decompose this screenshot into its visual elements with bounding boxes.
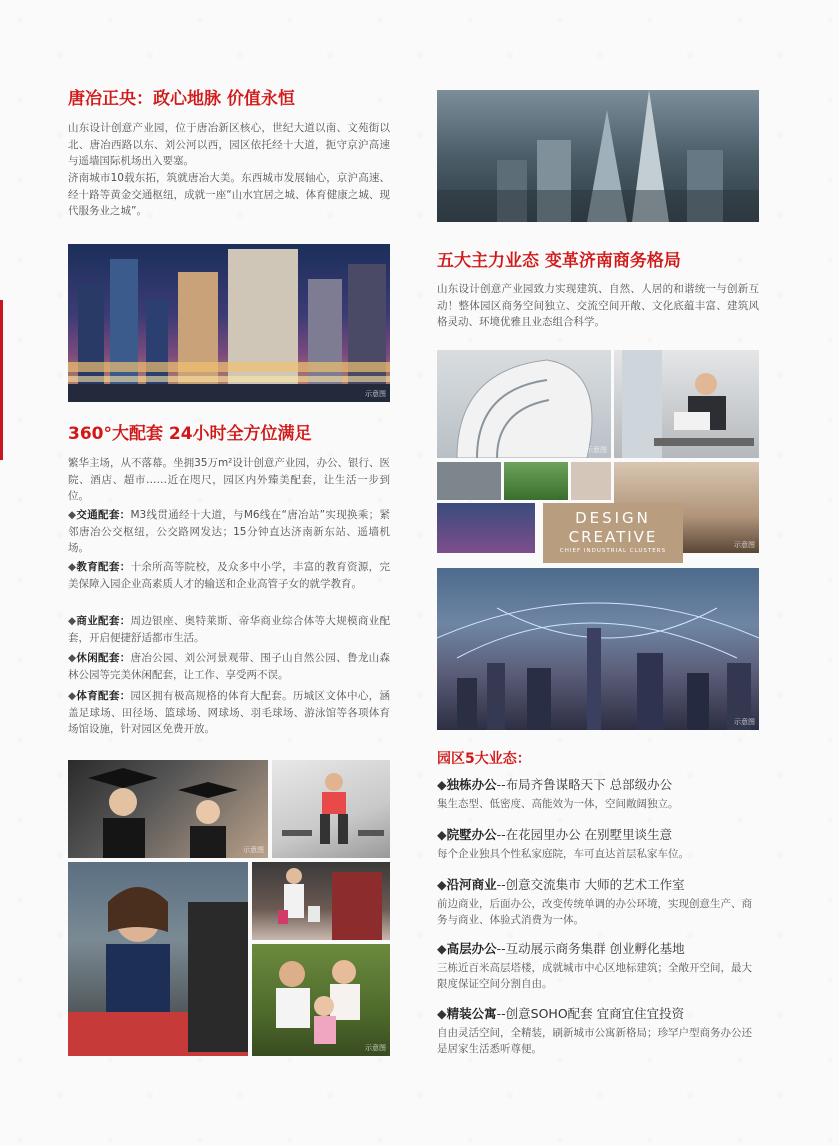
section-title-amenities: 360°大配套 24小时全方位满足 xyxy=(68,424,312,444)
photo-tag: 示意图 xyxy=(734,718,755,726)
amenity-item: ◆交通配套：M3线贯通经十大道，与M6线在“唐冶站”实现换乘；紧邻唐冶公交枢纽，公交路网发达；15分钟直达济南新东站、遥墙机场。 xyxy=(68,509,390,554)
family-photo xyxy=(252,944,390,1056)
design-creative-logo xyxy=(543,503,683,563)
aerial-city-illustration xyxy=(437,90,759,222)
amenity-item: ◆体育配套：园区拥有极高规格的体育大配套。历城区文体中心，涵盖足球场、田径场、篮球场、网球场、羽毛球场、游泳馆等各项体育场馆设施，针对园区免费开放。 xyxy=(68,690,391,735)
park-item-title: ◆高层办公--互动展示商务集群 创业孵化基地 xyxy=(437,941,685,956)
logo-line-3: CHIEF INDUSTRIAL CLUSTERS xyxy=(559,548,667,554)
amenity-text: 园区拥有极高规格的体育大配套。历城区文体中心，涵盖足球场、田径场、篮球场、网球场、羽毛球场、游泳馆等各项体育场馆设施，针对园区免费开放。 xyxy=(68,690,391,735)
gym-illustration xyxy=(272,760,390,858)
photo-tag: 示意图 xyxy=(365,1044,386,1052)
shopping-photo xyxy=(252,862,390,940)
park-item xyxy=(437,1005,762,1057)
park-item xyxy=(437,876,762,928)
amenity-text: 周边银座、奥特莱斯、帝华商业综合体等大规模商业配套，开启便捷舒适都市生活。 xyxy=(68,615,391,644)
park-item-desc: 每个企业独具个性私家庭院，车可直达首层私家车位。 xyxy=(437,848,689,860)
amenity-item: ◆教育配套：十余所高等院校，及众多中小学，丰富的教育资源，完美保障入园企业高素质人才的输送和企业高管子女的就学教育。 xyxy=(68,561,391,590)
park-item-slogan: --布局齐鲁谋略天下 总部级办公 xyxy=(496,777,673,792)
curved-building-illustration xyxy=(437,350,611,458)
cafe-photo xyxy=(68,862,248,1056)
park-item-desc: 自由灵活空间，全精装，刷新城市公寓新格局；珍罕户型商务办公还是居家生活悉听尊便。 xyxy=(437,1027,752,1055)
amenity-label: 休闲配套： xyxy=(76,652,131,664)
family-illustration xyxy=(252,944,390,1056)
amenity-text: M3线贯通经十大道，与M6线在“唐冶站”实现换乘；紧邻唐冶公交枢纽，公交路网发达；15分钟直达济南新东站、遥墙机场。 xyxy=(68,509,390,554)
park-item-title: ◆精装公寓--创意SOHO配套 宜商宜住宜投资 xyxy=(437,1006,685,1021)
businessman-photo xyxy=(614,350,759,458)
location-paragraph-1: 山东设计创意产业园，位于唐冶新区核心，世纪大道以南、文苑街以北、唐冶西路以东、刘公河以西，园区依托经十大道，扼守京沪高速与遥墙国际机场出入要塞。 xyxy=(68,122,390,167)
amenity-text: 唐冶公园、刘公河景观带、围子山自然公园、鲁龙山森林公园等完美休闲配套，让工作、享受两不误。 xyxy=(68,652,391,681)
photo-tag: 示意图 xyxy=(243,846,264,854)
park-item-name: 独栋办公 xyxy=(446,777,497,792)
park-item-desc: 前边商业，后面办公，改变传统单调的办公环境，实现创意生产、商务与商业、体验式消费为一体。 xyxy=(437,898,752,926)
city-skyline-illustration xyxy=(68,244,390,402)
park-item-title: ◆独栋办公--布局齐鲁谋略天下 总部级办公 xyxy=(437,777,673,792)
park-item xyxy=(437,826,762,862)
logo-line-1: DESIGN xyxy=(575,509,651,527)
park-item-title: ◆院墅办公--在花园里办公 在别墅里谈生意 xyxy=(437,827,673,842)
network-city-photo xyxy=(437,568,759,730)
network-city-illustration xyxy=(437,568,759,730)
location-paragraph-2: 济南城市10载东拓，筑就唐冶大美。东西城市发展轴心，京沪高速、经十路等黄金交通枢纽，成就一座“山水宜居之城、体育健康之城、现代服务业之城”。 xyxy=(68,172,390,217)
park-item-name: 院墅办公 xyxy=(446,827,497,842)
section-title-business: 五大主力业态 变革济南商务格局 xyxy=(437,251,681,271)
park-item-slogan: --互动展示商务集群 创业孵化基地 xyxy=(496,941,685,956)
building-thumb-photo xyxy=(437,462,501,500)
accent-bar xyxy=(0,300,3,460)
photo-tag: 示意图 xyxy=(586,446,607,454)
park-item-name: 高层办公 xyxy=(446,941,497,956)
amenity-label: 体育配套： xyxy=(76,690,131,702)
gym-photo xyxy=(272,760,390,858)
park-item-name: 精装公寓 xyxy=(446,1006,497,1021)
aerial-city-photo xyxy=(437,90,759,222)
businessman-illustration xyxy=(614,350,759,458)
shopping-illustration xyxy=(252,862,390,940)
park-item xyxy=(437,776,762,812)
garden-thumb-photo xyxy=(504,462,568,500)
park-item-desc: 集生态型、低密度、高能效为一体，空间敞阔独立。 xyxy=(437,798,679,810)
park-heading: 园区5大业态： xyxy=(437,751,531,767)
cafe-illustration xyxy=(68,862,248,1056)
park-item-slogan: --创意交流集市 大师的艺术工作室 xyxy=(496,877,685,892)
amenity-item: ◆休闲配套：唐冶公园、刘公河景观带、围子山自然公园、鲁龙山森林公园等完美休闲配套，让工作、享受两不误。 xyxy=(68,652,391,681)
amenity-label: 交通配套： xyxy=(76,509,131,521)
amenity-label: 教育配套： xyxy=(76,561,131,573)
amenity-label: 商业配套： xyxy=(76,615,131,627)
graduation-photo xyxy=(68,760,268,858)
business-paragraph: 山东设计创意产业园致力实现建筑、自然、人居的和谐统一与创新互动！整体园区商务空间独立、交流空间开敞、文化底蕴丰富、建筑风格灵动、环境优雅且业态组合科学。 xyxy=(437,283,759,328)
night-thumb-photo xyxy=(437,503,535,553)
park-item-slogan: --创意SOHO配套 宜商宜住宜投资 xyxy=(496,1006,685,1021)
park-item xyxy=(437,940,762,992)
park-item-title: ◆沿河商业--创意交流集市 大师的艺术工作室 xyxy=(437,877,685,892)
amenities-intro: 繁华主场，从不落幕。坐拥35万m²设计创意产业园，办公、银行、医院、酒店、超市……近在咫尺，园区内外臻美配套，让生活一步到位。 xyxy=(68,457,390,502)
amenity-text: 十余所高等院校，及众多中小学，丰富的教育资源，完美保障入园企业高素质人才的输送和企业高管子女的就学教育。 xyxy=(68,561,391,590)
park-item-name: 沿河商业 xyxy=(446,877,497,892)
photo-tag: 示意图 xyxy=(365,390,386,398)
woman-thumb-photo xyxy=(571,462,611,500)
curved-building-photo xyxy=(437,350,611,458)
logo-line-2: CREATIVE xyxy=(568,528,658,546)
photo-tag: 示意图 xyxy=(734,541,755,549)
city-night-photo xyxy=(68,244,390,402)
park-item-slogan: --在花园里办公 在别墅里谈生意 xyxy=(496,827,673,842)
amenity-item: ◆商业配套：周边银座、奥特莱斯、帝华商业综合体等大规模商业配套，开启便捷舒适都市生活。 xyxy=(68,615,391,644)
park-item-desc: 三栋近百米高层塔楼，成就城市中心区地标建筑；全敞开空间，最大限度保证空间分割自由。 xyxy=(437,962,752,990)
graduation-illustration xyxy=(68,760,268,858)
section-title-location: 唐冶正央：政心地脉 价值永恒 xyxy=(68,89,295,109)
